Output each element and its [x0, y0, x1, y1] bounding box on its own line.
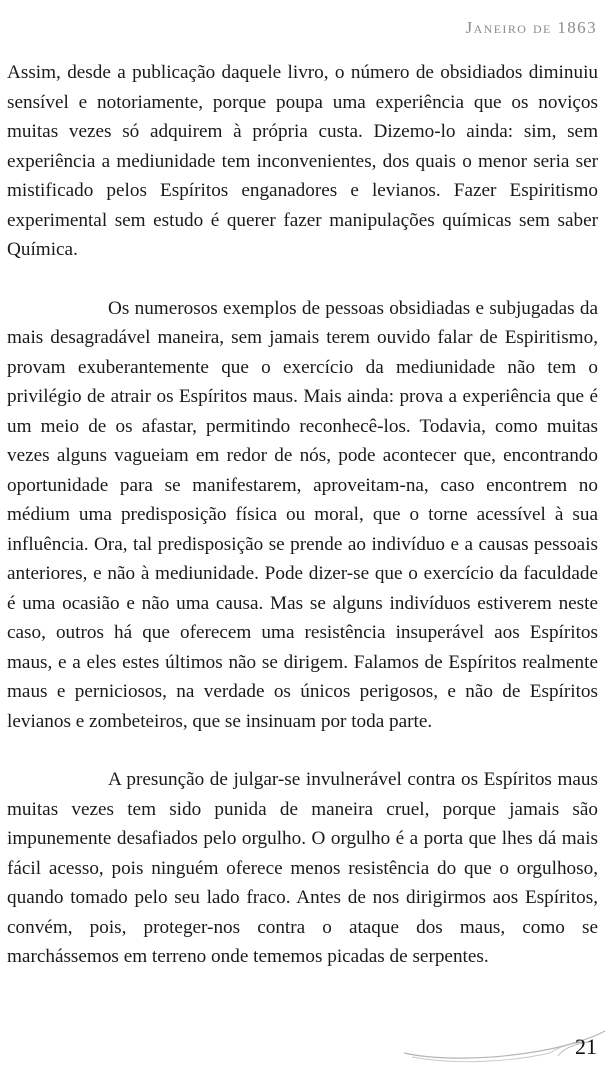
page-body: [7, 58, 598, 972]
paragraph: A presunção de julgar-se invulnerável contra os Espíritos maus muitas vezes tem sido punida de maneira cruel, porque jamais são impunemente desafiados pelo orgulho. O orgulho é a porta que lhes dá mais fácil acesso, pois ninguém oferece menos resistência do que o orgulhoso, quando tomado pelo seu lado fraco. Antes de nos dirigirmos aos Espíritos, convém, pois, proteger-nos contra o ataque dos maus, como se marchássemos em terreno onde tememos picadas de serpentes.: [7, 769, 598, 967]
page-number: 21: [575, 1034, 597, 1059]
paragraph: Assim, desde a publicação daquele livro, o número de obsidiados diminuiu sensível e notoriamente, porque poupa uma experiência que os noviços muitas vezes só adquirem à própria custa. Dizemo-lo ainda: sim, sem experiência a mediunidade tem inconvenientes, dos quais o menor seria ser mistificado pelos Espíritos enganadores e levianos. Fazer Espiritismo experimental sem estudo é querer fazer manipulações químicas sem saber Química.: [7, 62, 598, 260]
paragraph: Os numerosos exemplos de pessoas obsidiadas e subjugadas da mais desagradável maneira, sem jamais terem ouvido falar de Espiritismo, provam exuberantemente que o exercício da mediunidade não tem o privilégio de atrair os Espíritos maus. Mais ainda: prova a experiência que é um meio de os afastar, permitindo reconhecê-los. Todavia, como muitas vezes alguns vagueiam em redor de nós, pode acontecer que, encontrando oportunidade para se manifestarem, aproveitam-na, caso encontrem no médium uma predisposição física ou moral, que o torne acessível à sua influência. Ora, tal predisposição se prende ao indivíduo e a causas pessoais anteriores, e não à mediunidade. Pode dizer-se que o exercício da faculdade é uma ocasião e não uma causa. Mas se alguns indivíduos estiverem neste caso, outros há que oferecem uma resistência insuperável aos Espíritos maus, e a eles estes últimos não se dirigem. Falamos de Espíritos realmente maus e perniciosos, na verdade os únicos perigosos, e não de Espíritos levianos e zombeteiros, que se insinuam por toda parte.: [7, 297, 598, 732]
running-header: Janeiro de 1863: [465, 18, 597, 37]
